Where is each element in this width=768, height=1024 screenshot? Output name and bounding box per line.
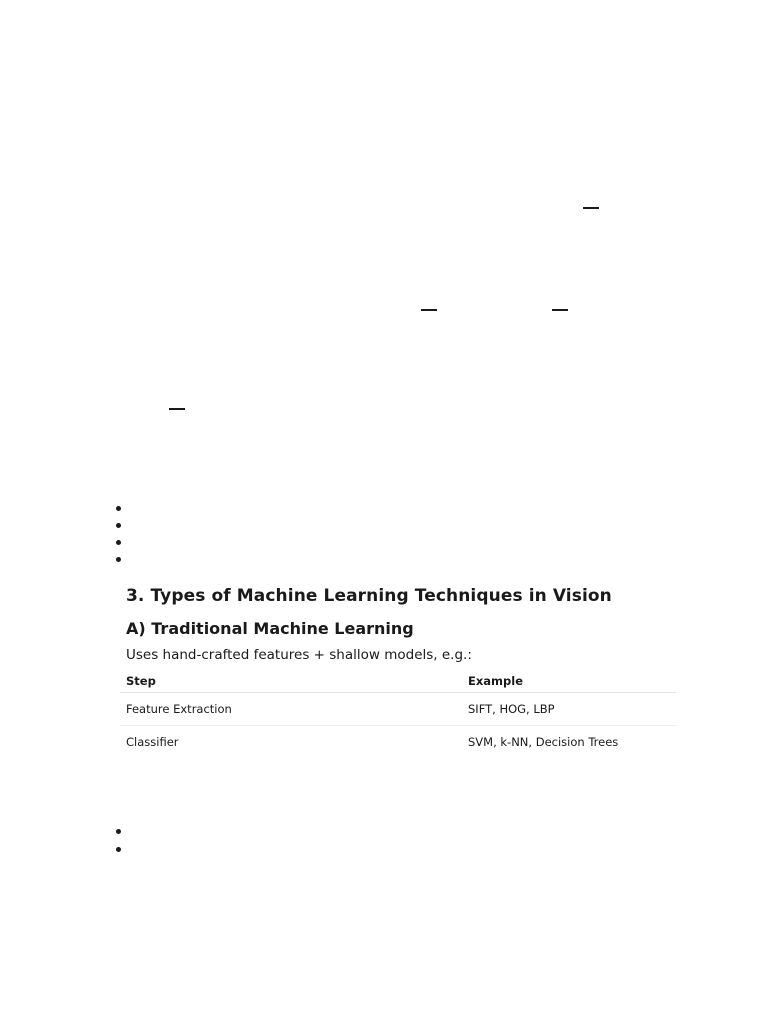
table-header-row [120,670,676,693]
table-cell-example: SIFT, HOG, LBP [462,693,676,726]
section-subheading: A) Traditional Machine Learning [126,619,414,638]
steps-table [120,670,676,758]
dash-mark [583,207,599,209]
section-intro: Uses hand-crafted features + shallow models, e.g.: [126,647,472,663]
section-heading: 3. Types of Machine Learning Techniques in Vision [126,586,612,606]
list-bullet [116,829,121,834]
column-header-step: Step [120,670,462,693]
dash-mark [421,309,437,311]
dash-mark [169,408,185,410]
table-cell-example: SVM, k-NN, Decision Trees [468,735,619,749]
list-bullet [116,847,121,852]
table-row [120,726,676,759]
table-cell-step: Classifier [126,735,179,749]
list-bullet [116,506,121,511]
column-header-example: Example [462,670,676,693]
list-bullet [116,557,121,562]
table-row [120,693,676,726]
list-bullet [116,540,121,545]
dash-mark [552,309,568,311]
table-cell-step: Feature Extraction [120,693,462,726]
list-bullet [116,523,121,528]
